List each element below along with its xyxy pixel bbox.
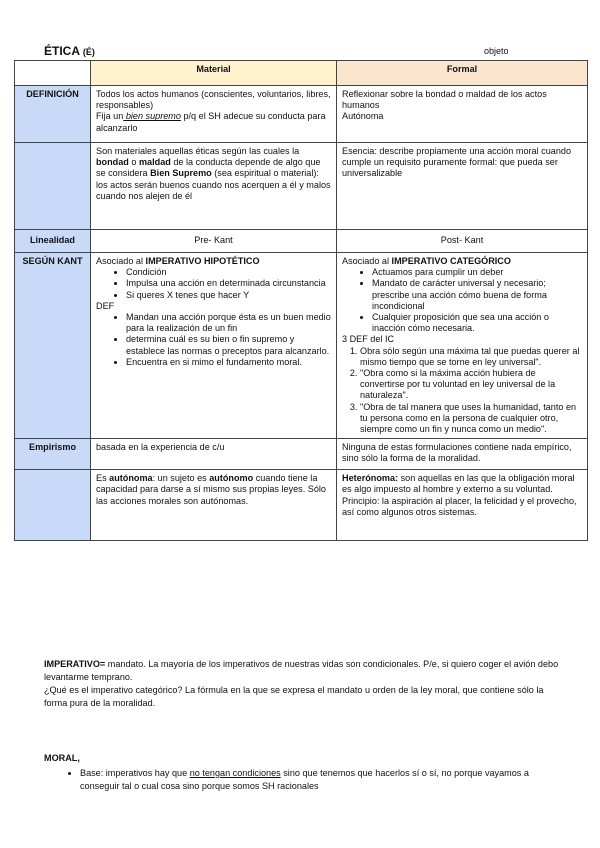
- definicion-material-line2: [96, 111, 331, 133]
- text-segment: o: [128, 157, 139, 168]
- objeto-label: objeto: [484, 46, 509, 56]
- list-item: 2. "Obra como si la máxima acción hubiera de convertirse por tu voluntad en ley universal de la naturaleza".: [360, 368, 582, 402]
- text-segment: mandato. La mayoría de los imperativos de nuestras vidas son condicionales. P/e, si quiero coger el avión debo levantarme temprano.: [44, 659, 559, 682]
- materiales-formal: Esencia: describe propiamente una acción moral cuando cumple un requisito puramente formal: que pueda ser universalizable: [337, 143, 588, 230]
- ethics-table: [14, 60, 588, 541]
- kant-formal-def: 3 DEF del IC: [342, 334, 395, 345]
- bold-autonomo: autónomo: [209, 473, 254, 484]
- row-empirismo: [15, 439, 588, 470]
- text-segment: (sea espiritual o material): los actos serán buenos cuando nos acerquen a él y malos cuando nos alejen de él: [96, 168, 331, 201]
- kant-material-def: DEF: [96, 300, 115, 311]
- list-item: 1. Obra sólo según una máxima tal que puedas querer al mismo tiempo que se torne en ley universal".: [360, 346, 582, 368]
- bold-bien-supremo: Bien Supremo: [150, 168, 212, 179]
- list-item: • Mandan una acción porque ésta es un buen medio para la realización de un fin: [126, 312, 331, 334]
- bold-imperativo-categorico: IMPERATIVO CATEGÓRICO: [391, 256, 511, 266]
- empirismo-formal: Ninguna de estas formulaciones contiene nada empírico, sino sólo la forma de la moralidad.: [337, 439, 588, 470]
- text-segment: Es: [96, 473, 110, 484]
- text-segment: Asociado al: [96, 256, 146, 266]
- imperativo-notes: [44, 658, 559, 710]
- bold-heteronoma: Heterónoma:: [342, 473, 399, 484]
- corner-cell: [15, 61, 91, 86]
- text-segment: son aquellas en las que la obligación moral es algo impuesto al hombre y externo a su voluntad. Principio: la aspiración al placer, la felicidad y el provecho, así como algunos otros sistemas.: [342, 473, 577, 517]
- question-paragraph: ¿Qué es el imperativo categórico? La fórmula en la que se expresa el mandato u orden de la ley moral, que contiene sólo la forma pura de la moralidad.: [44, 685, 544, 708]
- label-segun-kant: SEGÚN KANT: [15, 253, 91, 439]
- kant-material-intro: [96, 256, 331, 267]
- bold-imperativo-hipotetico: IMPERATIVO HIPOTÉTICO: [145, 256, 260, 266]
- list-item: 3. "Obra de tal manera que uses la humanidad, tanto en tu persona como en la persona de cualquier otro, siempre como un fin y nunca como un medio".: [360, 402, 582, 436]
- definicion-formal: [337, 86, 588, 143]
- materiales-material: [91, 143, 337, 230]
- bold-autonoma: autónoma: [109, 473, 153, 484]
- kant-formal: [337, 253, 588, 439]
- text-segment: Son materiales aquellas éticas según las cuales la: [96, 146, 300, 156]
- label-definicion: DEFINICIÓN: [15, 86, 91, 143]
- row-autonomia: [15, 470, 588, 541]
- label-linealidad: Linealidad: [15, 230, 91, 253]
- list-item: • determina cuál es su bien o fin supremo y establece las normas o preceptos para alcanzarlo.: [126, 334, 331, 356]
- underlined-no-tengan-condiciones: no tengan condiciones: [189, 768, 281, 778]
- kant-formal-intro: [342, 256, 582, 267]
- label-empirismo: Empirismo: [15, 439, 91, 470]
- list-item: • Encuentra en si mimo el fundamento moral.: [126, 357, 331, 368]
- text-segment: sino que tenemos que hacerlos sí o sí, no porque vayamos a conseguir tal o cual cosa sino porque somos SH racionales: [80, 768, 529, 791]
- definicion-formal-line2: Autónoma: [342, 111, 384, 122]
- bold-maldad: maldad: [138, 157, 171, 168]
- kant-formal-numbered: [342, 346, 582, 436]
- title-suffix: (É): [82, 47, 95, 57]
- title-row: [44, 44, 524, 60]
- moral-notes: [44, 752, 559, 793]
- text-segment: : un sujeto es: [152, 473, 210, 484]
- list-item: • Impulsa una acción en determinada circunstancia: [126, 278, 331, 289]
- underlined-bien-supremo: bien supremo: [123, 111, 181, 122]
- linealidad-material: Pre- Kant: [91, 230, 337, 253]
- list-item: • Cualquier proposición que sea una acción o inacción cómo necesaria.: [372, 312, 582, 334]
- moral-list: [44, 767, 559, 793]
- kant-material: [91, 253, 337, 439]
- list-item: • Actuamos para cumplir un deber: [372, 267, 582, 278]
- header-material: Material: [91, 61, 337, 86]
- kant-material-list2: [96, 312, 331, 368]
- row-linealidad: [15, 230, 588, 253]
- definicion-material-line1: Todos los actos humanos (conscientes, voluntarios, libres, responsables): [96, 89, 331, 111]
- autonomia-formal: [337, 470, 588, 541]
- list-item: • Si queres X tenes que hacer Y: [126, 290, 331, 301]
- list-item: • Mandato de carácter universal y necesario; prescribe una acción cómo buena de forma incondicional: [372, 278, 582, 312]
- row-definicion: [15, 86, 588, 143]
- list-item: • Condición: [126, 267, 331, 278]
- text-segment: Fija un: [96, 111, 124, 122]
- text-segment: de la conducta depende de algo que se considera: [96, 157, 321, 179]
- header-formal: Formal: [337, 61, 588, 86]
- definicion-material: [91, 86, 337, 143]
- table-header-row: [15, 61, 588, 86]
- list-item: [80, 767, 559, 793]
- empty-side-cell: [15, 470, 91, 541]
- text-segment: p/q el SH adecue su conducta para alcanzarlo: [96, 111, 326, 133]
- bold-moral: MORAL,: [44, 753, 80, 763]
- autonomia-material: [91, 470, 337, 541]
- text-segment: Base: imperativos hay que: [80, 768, 190, 778]
- text-segment: cuando tiene la capacidad para darse a sí mismo sus propias leyes. Sólo las acciones morales son autónomas.: [96, 473, 326, 506]
- page-title: [44, 44, 95, 58]
- empty-side-cell: [15, 143, 91, 230]
- bold-imperativo: IMPERATIVO=: [44, 659, 106, 669]
- row-kant: [15, 253, 588, 439]
- imperativo-paragraph: [44, 658, 559, 684]
- linealidad-formal: Post- Kant: [337, 230, 588, 253]
- bold-bondad: bondad: [96, 157, 129, 168]
- title-text: ÉTICA: [44, 44, 80, 58]
- kant-formal-list: [342, 267, 582, 334]
- kant-material-list1: [96, 267, 331, 301]
- text-segment: Asociado al: [342, 256, 392, 266]
- empirismo-material: basada en la experiencia de c/u: [91, 439, 337, 470]
- definicion-formal-line1: Reflexionar sobre la bondad o maldad de los actos humanos: [342, 89, 547, 111]
- moral-heading: [44, 752, 559, 765]
- row-materiales: [15, 143, 588, 230]
